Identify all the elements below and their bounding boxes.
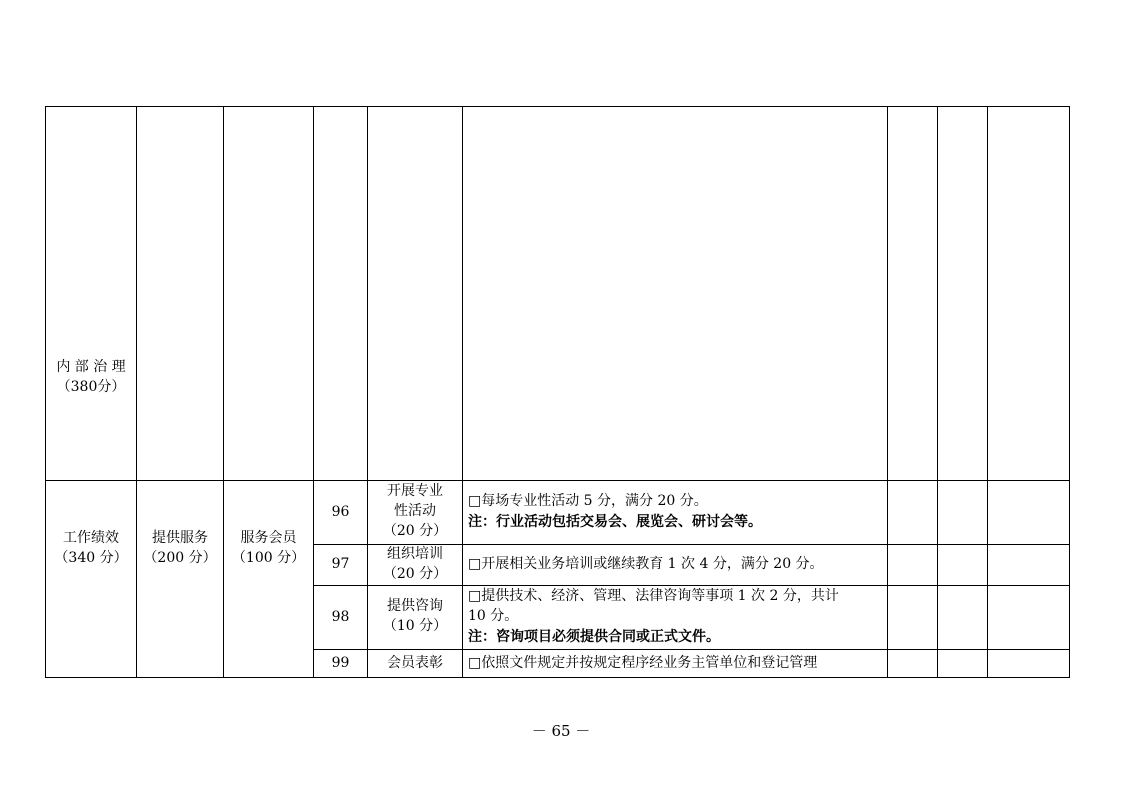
category-label-work-performance: 工作绩效 [63,530,119,546]
row-98-criteria-line2: 10 分。 [468,608,519,624]
row-number-98: 98 [331,609,350,625]
item-group-label-serve-members: 服务会员 [240,530,297,546]
row-98-item-line1: 提供咨询 [387,598,443,614]
row-98-criteria-line1: □提供技术、经济、管理、法律咨询等事项 1 次 2 分，共计 [468,588,839,604]
row-98-item-score: （10 分） [382,618,448,634]
subcategory-label-provide-services: 提供服务 [152,530,208,546]
item-group-score-serve-members: （100 分） [231,550,306,566]
row-number-96: 96 [331,504,350,520]
row-99-item: 会员表彰 [387,655,443,671]
section-label-internal-governance: 内 部 治 理 [56,359,126,375]
row-96-item-line1: 开展专业 [387,483,443,499]
row-number-97: 97 [331,556,350,572]
row-99-criteria: □依照文件规定并按规定程序经业务主管单位和登记管理 [468,655,818,671]
page-number: － 65 － [531,722,591,740]
subcategory-score-provide-services: （200 分） [143,550,217,566]
row-97-item-line1: 组织培训 [387,546,443,562]
row-97-item-score: （20 分） [382,566,448,582]
row-number-99: 99 [331,655,350,671]
row-96-item-line2: 性活动 [394,503,436,519]
section-score-internal-governance: （380分） [56,379,126,395]
row-96-note: 注：行业活动包括交易会、展览会、研讨会等。 [468,514,762,530]
row-96-criteria: □每场专业性活动 5 分，满分 20 分。 [468,493,708,509]
row-97-criteria: □开展相关业务培训或继续教育 1 次 4 分，满分 20 分。 [468,556,824,572]
category-score-work-performance: （340 分） [54,550,128,566]
row-96-item-score: （20 分） [382,523,448,539]
row-98-note: 注：咨询项目必须提供合同或正式文件。 [468,629,720,645]
